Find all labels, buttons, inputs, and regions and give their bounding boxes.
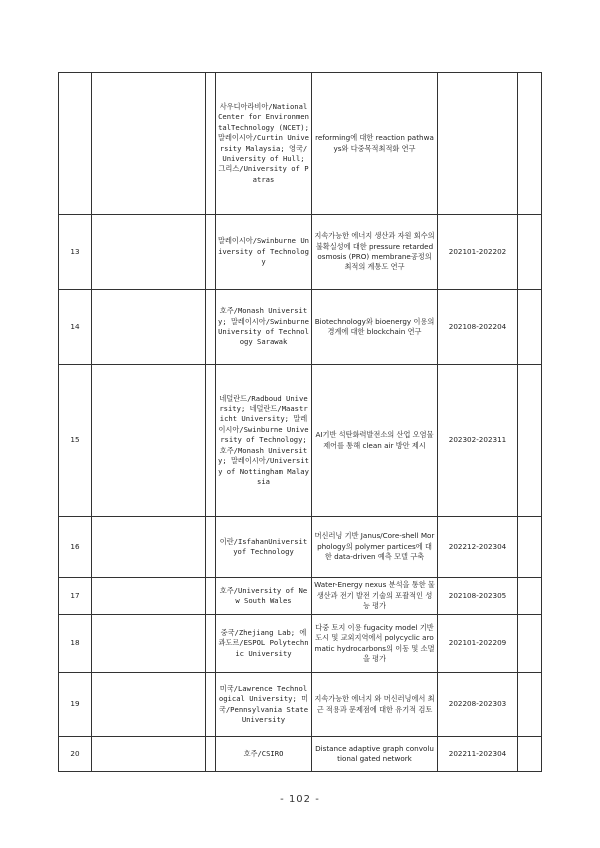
row-number: 18 [59,615,92,673]
collaboration-table [58,72,542,772]
institution-cell: 호주/University of New South Wales [216,578,312,615]
table-row [59,73,542,215]
table-row [59,615,542,673]
institution-cell: 호주/Monash University; 말레이시아/Swinburne University of Technology Sarawak [216,290,312,365]
blank-cell [206,673,216,737]
blank-cell [92,737,206,772]
institution-cell: 말레이시아/Swinburne University of Technology [216,215,312,290]
blank-cell [518,365,542,517]
blank-cell [206,73,216,215]
period-cell: 202101-202209 [438,615,518,673]
row-number: 14 [59,290,92,365]
topic-cell: AI기반 석탄화력발전소의 산업 오염물 제어를 통해 clean air 방안 제시 [312,365,438,517]
blank-cell [518,737,542,772]
row-number: 20 [59,737,92,772]
blank-cell [518,290,542,365]
blank-cell [206,737,216,772]
blank-cell [206,615,216,673]
topic-cell: 머신러닝 기반 Janus/Core-shell Morphology의 polymer partices에 대한 data-driven 예측 모델 구축 [312,517,438,578]
page-number: - 102 - [280,794,320,805]
blank-cell [518,615,542,673]
blank-cell [518,215,542,290]
blank-cell [92,615,206,673]
table-row [59,673,542,737]
table-row [59,517,542,578]
row-number [59,73,92,215]
institution-cell: 중국/Zhejiang Lab; 에콰도르/ESPOL Polytechnic University [216,615,312,673]
blank-cell [92,290,206,365]
period-cell: 202108-202305 [438,578,518,615]
period-cell: 202211-202304 [438,737,518,772]
institution-cell: 네덜란드/Radboud University; 네덜란드/Maastricht University; 말레이시아/Swinburne University of Technology; 호주/Monash University; 말레이시아/University of Nottingham Malaysia [216,365,312,517]
topic-cell: Distance adaptive graph convolutional gated network [312,737,438,772]
institution-cell: 사우디아라비아/National Center for EnvironmentalTechnology (NCET); 말레이시아/Curtin University Malaysia; 영국/University of Hull; 그리스/University of Patras [216,73,312,215]
table-row [59,290,542,365]
institution-cell: 호주/CSIRO [216,737,312,772]
topic-cell: reforming에 대한 reaction pathways와 다중목적최적화 연구 [312,73,438,215]
blank-cell [92,517,206,578]
period-cell: 202212-202304 [438,517,518,578]
topic-cell: Water-Energy nexus 분석을 통한 물 생산과 전기 발전 기술의 포괄적인 성능 평가 [312,578,438,615]
row-number: 16 [59,517,92,578]
blank-cell [518,73,542,215]
blank-cell [206,578,216,615]
row-number: 19 [59,673,92,737]
topic-cell: 지속가능한 에너지 생산과 자원 회수의 불확실성에 대한 pressure retarded osmosis (PRO) membrane공정의 최적의 계통도 연구 [312,215,438,290]
period-cell: 202302-202311 [438,365,518,517]
institution-cell: 미국/Lawrence Technological University; 미국/Pennsylvania State University [216,673,312,737]
blank-cell [92,578,206,615]
blank-cell [206,290,216,365]
table-row [59,578,542,615]
row-number: 13 [59,215,92,290]
blank-cell [92,673,206,737]
blank-cell [92,365,206,517]
period-cell: 202108-202204 [438,290,518,365]
topic-cell: 다중 토지 이용 fugacity model 기반 도시 및 교외지역에서 polycyclic aromatic hydrocarbons의 이동 및 소멸을 평가 [312,615,438,673]
blank-cell [206,365,216,517]
topic-cell: Biotechnology와 bioenergy 이용의 경계에 대한 blockchain 연구 [312,290,438,365]
period-cell [438,73,518,215]
blank-cell [518,673,542,737]
topic-cell: 지속가능한 에너지 와 머신러닝에서 최근 적용과 문제점에 대한 유기적 검토 [312,673,438,737]
blank-cell [92,215,206,290]
table-row [59,365,542,517]
table-row [59,215,542,290]
row-number: 15 [59,365,92,517]
blank-cell [518,578,542,615]
blank-cell [206,215,216,290]
table-row [59,737,542,772]
blank-cell [206,517,216,578]
row-number: 17 [59,578,92,615]
period-cell: 202208-202303 [438,673,518,737]
institution-cell: 이란/IsfahanUniversityof Technology [216,517,312,578]
blank-cell [92,73,206,215]
blank-cell [518,517,542,578]
period-cell: 202101-202202 [438,215,518,290]
